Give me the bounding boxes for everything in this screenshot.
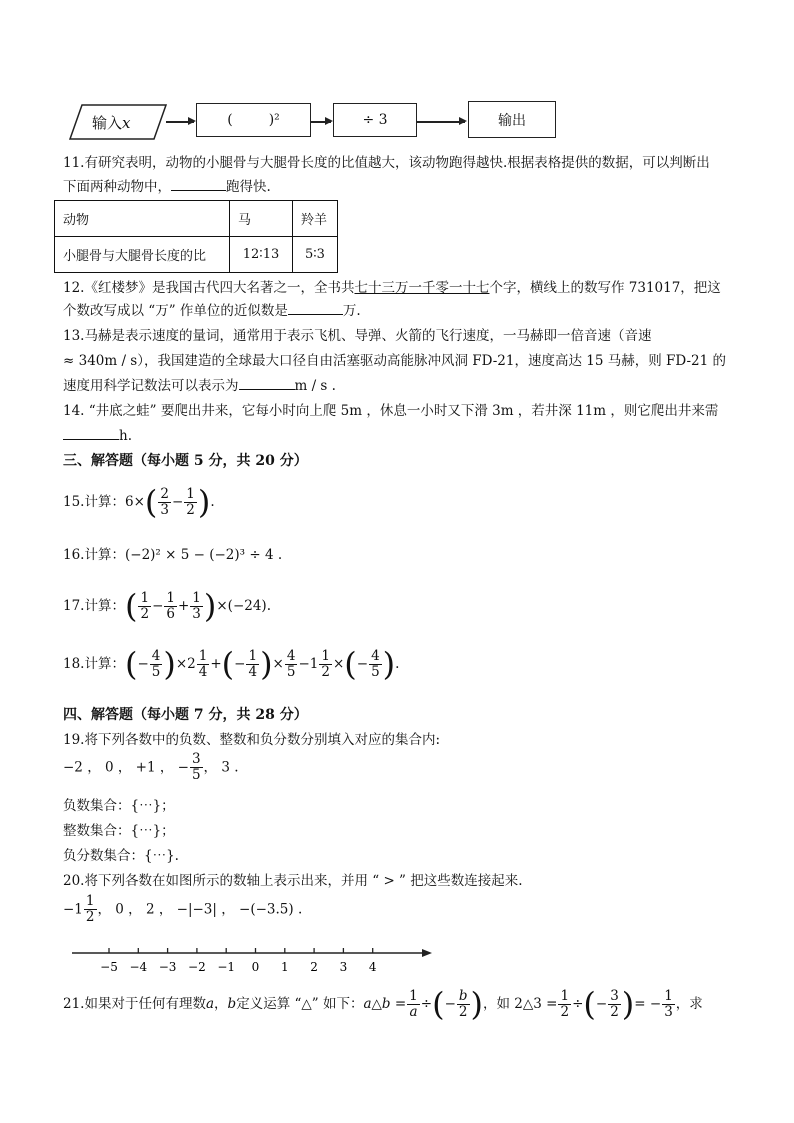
arrow-2: [311, 121, 331, 123]
q17: 17.计算：( $\frac{1}{2}$ − $\frac{1}{6}$ + $\frac{1}{3}$ )×(−24).: [63, 587, 271, 625]
q13-text-c: 速度用科学记数法可以表示为 m / s .: [63, 378, 336, 394]
axis-tick-label: 0: [251, 960, 260, 974]
divide-box: ÷ 3: [333, 103, 417, 137]
axis-tick-label: 3: [339, 960, 348, 974]
q12-answer-blank[interactable]: [288, 302, 343, 315]
q19-set-integer: 整数集合：{⋯}；: [63, 823, 175, 839]
q20-numbers: −1 $\frac{1}{2}$ ， 0 ， 2 ， −|−3| ， −(−3.5) .: [63, 893, 303, 925]
axis-tick-label: −2: [188, 960, 206, 974]
q12-text-b: 个数改写成以 “万” 作单位的近似数是 万.: [63, 303, 361, 319]
axis-tick-label: −1: [217, 960, 236, 974]
output-box: 输出: [468, 101, 556, 138]
axis-tick-label: 4: [368, 960, 377, 974]
axis-tick-label: 2: [310, 960, 318, 974]
q19-set-negative-fraction: 负分数集合：{⋯}.: [63, 848, 179, 864]
q13-text-a: 13.马赫是表示速度的量词，通常用于表示飞机、导弹、火箭的飞行速度，一马赫即一倍音速（音速: [63, 328, 652, 344]
q19-text: 19.将下列各数中的负数、整数和负分数分别填入对应的集合内:: [63, 732, 441, 748]
q14-answer-blank[interactable]: [63, 427, 119, 440]
section-4-title: 四、解答题（每小题 7 分，共 28 分）: [63, 707, 308, 723]
axis-tick-label: −5: [100, 960, 118, 974]
q15: 15.计算：6×( $\frac{2}{3}$ − $\frac{1}{2}$ ).: [63, 483, 215, 521]
q11-answer-blank[interactable]: [171, 178, 226, 191]
q13-answer-blank[interactable]: [239, 377, 295, 390]
q19-numbers: −2 ， 0 ， +1 ， − $\frac{3}{5}$ ， 3 .: [63, 751, 239, 783]
table-row: [55, 201, 338, 237]
axis-tick-label: −3: [158, 960, 177, 974]
q16: 16.计算：(−2)² × 5 − (−2)³ ÷ 4 .: [63, 547, 283, 563]
square-box: ( )²: [196, 103, 311, 137]
q11-text-a: 11.有研究表明，动物的小腿骨与大腿骨长度的比值越大，该动物跑得越快.根据表格提供的数据，可以判断出: [63, 155, 710, 171]
table-cell: 羚羊: [293, 201, 338, 237]
q14-text-b: h.: [63, 427, 132, 445]
table-cell: 小腿骨与大腿骨长度的比: [55, 237, 230, 273]
number-line-arrow: [422, 949, 432, 957]
q19-set-negative: 负数集合：{⋯}；: [63, 798, 175, 814]
arrow-1: [166, 121, 194, 123]
axis-tick-label: −4: [129, 960, 148, 974]
number-line: [68, 940, 436, 976]
axis-tick-label: 1: [280, 960, 289, 974]
q14-text-a: 14. “井底之蛙” 要爬出井来，它每小时向上爬 5m ，休息一小时又下滑 3m ，若井深 11m ，则它爬出井来需: [63, 403, 719, 419]
q11-text-b: 下面两种动物中， 跑得快.: [63, 179, 271, 195]
input-label: 输入x: [92, 114, 131, 132]
arrow-3: [417, 121, 465, 123]
table-cell: 12∶13: [230, 237, 293, 273]
q18: 18.计算：(− $\frac{4}{5}$ )×2 $\frac{1}{4}$ +(− $\frac{1}{4}$ )× $\frac{4}{5}$ −1 $\frac{1}{2}$ ×(− $\frac{4}{5}$ ).: [63, 645, 400, 683]
table-cell: 马: [230, 201, 293, 237]
table-cell: 动物: [55, 201, 230, 237]
animal-table: [54, 200, 338, 273]
q20-text: 20.将下列各数在如图所示的数轴上表示出来，并用 “ > ” 把这些数连接起来.: [63, 873, 523, 889]
table-row: [55, 237, 338, 273]
table-cell: 5∶3: [293, 237, 338, 273]
q12-text-a: 12.《红楼梦》是我国古代四大名著之一，全书共七十三万一千零一十七个字，横线上的数写作 731017，把这: [63, 280, 721, 296]
section-3-title: 三、解答题（每小题 5 分，共 20 分）: [63, 453, 308, 469]
q21: 21.如果对于任何有理数a，b定义运算 “△” 如下：a△b = $\frac{1}{a}$ ÷(− $\frac{b}{2}$ )，如 2△3 = $\frac{1}{2}$ ÷(− $\frac{3}{2}$ )= − $\frac{1}{3}$ ，求: [63, 985, 703, 1023]
q13-text-b: ≈ 340m / s），我国建造的全球最大口径自由活塞驱动高能脉冲风洞 FD-21，速度高达 15 马赫，则 FD-21 的: [63, 353, 726, 369]
